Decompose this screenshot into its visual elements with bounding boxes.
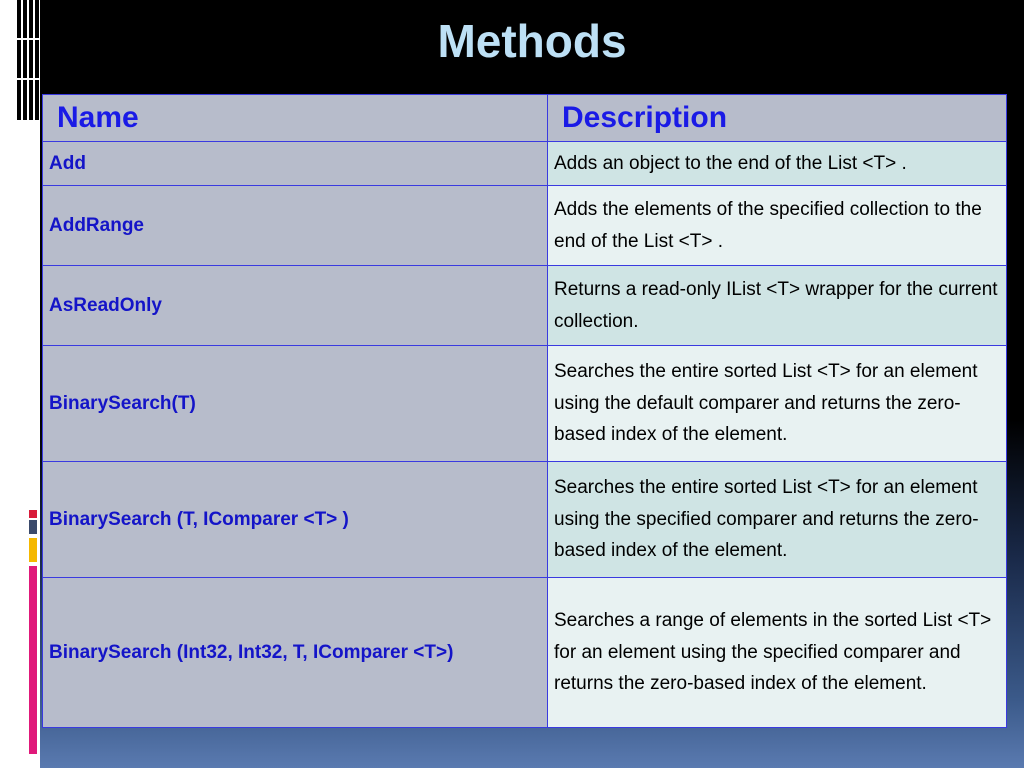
table-row <box>43 186 1007 266</box>
accent-bar-red <box>29 510 37 518</box>
method-description: Searches the entire sorted List <T> for an element using the default comparer and returns the zero-based index of the element. <box>548 346 1007 462</box>
accent-bar-yellow <box>29 538 37 562</box>
method-description: Adds an object to the end of the List <T> . <box>548 142 1007 186</box>
accent-bar-gray <box>29 520 37 534</box>
method-name: AddRange <box>43 186 548 266</box>
method-description: Returns a read-only IList <T> wrapper for the current collection. <box>548 266 1007 346</box>
decorative-stripes <box>17 0 40 120</box>
accent-bar-pink <box>29 566 37 754</box>
method-name: Add <box>43 142 548 186</box>
table-header-row <box>43 95 1007 142</box>
method-description: Searches the entire sorted List <T> for an element using the specified comparer and returns the zero-based index of the element. <box>548 462 1007 578</box>
method-description: Searches a range of elements in the sorted List <T> for an element using the specified comparer and returns the zero-based index of the element. <box>548 578 1007 728</box>
header-name: Name <box>43 95 548 142</box>
method-name: BinarySearch(T) <box>43 346 548 462</box>
method-name: BinarySearch (T, IComparer <T> ) <box>43 462 548 578</box>
table-row <box>43 578 1007 728</box>
methods-table <box>42 94 1007 728</box>
method-description: Adds the elements of the specified collection to the end of the List <T> . <box>548 186 1007 266</box>
table-row <box>43 142 1007 186</box>
method-name: AsReadOnly <box>43 266 548 346</box>
left-decorative-strip <box>0 0 40 768</box>
slide-title: Methods <box>437 15 627 67</box>
table-row <box>43 346 1007 462</box>
table-row <box>43 462 1007 578</box>
table-row <box>43 266 1007 346</box>
header-description: Description <box>548 95 1007 142</box>
method-name: BinarySearch (Int32, Int32, T, IComparer <T>) <box>43 578 548 728</box>
